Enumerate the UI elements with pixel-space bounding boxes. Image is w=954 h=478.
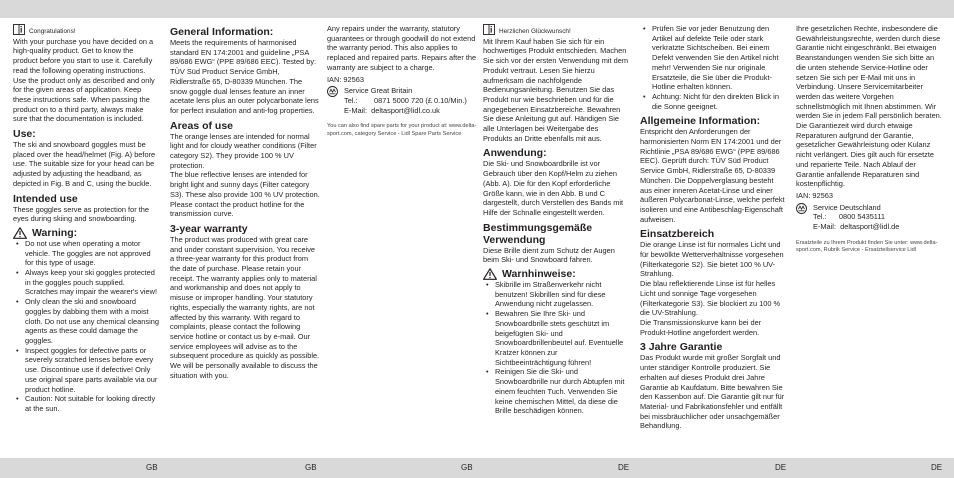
warning-icon xyxy=(483,268,497,280)
contact-icon xyxy=(327,86,338,97)
blue-lens-text: The blue reflective lenses are intended for bright light and sunny days (Filter category S3). These also provide 100 % UV protection. xyxy=(170,170,320,199)
intended-use-text: These goggles serve as protection for the eyes during skiing and snowboarding. xyxy=(13,204,149,224)
list-item: • Bewahren Sie Ihre Ski- und Snowboardbrille stets geschützt im beigefügten Ski- und Snowboardbrillenbeutel auf. Eventuelle Kratzer können zur Sichtbeeinträchtigung führen! xyxy=(495,309,629,367)
service-email[interactable]: E-Mail: deltasport@lidl.co.uk xyxy=(344,105,440,115)
page-label-6: DE xyxy=(931,463,943,472)
list-item: • Do not use when operating a motor vehicle. The goggles are not approved for this type of usage. xyxy=(25,239,159,268)
list-item: • Achtung: Nicht für den direkten Blick in die Sonne geeignet. xyxy=(652,92,786,111)
use-text: The ski and snowboard goggles must be placed over the head/helmet (Fig. A) before use. The suitable size for your head can be adjusted by adjusting the headband, as depicted in Fig. B and C, using the buckle. xyxy=(13,140,156,188)
use-text: Die Ski- und Snowboardbrille ist vor Gebrauch über den Kopf/Helm zu ziehen (Abb. A). Die für den Kopf erforderliche Größe kann, wie in den Abb. B und C dargestellt, durch Verstellen des Bands mit Hilfe der Schnalle eingestellt werden. xyxy=(483,159,624,217)
warranty-heading: 3-year warranty xyxy=(170,222,248,235)
general-info-heading: General Information: xyxy=(170,26,274,38)
orange-lens-text: Die orange Linse ist für normales Licht und für bewölkte Wetterverhältnisse vorgesehen (Filterkategorie S2). Sie bietet 100 % UV-Strahlung. xyxy=(640,240,784,279)
service-name: Service Great Britain xyxy=(344,86,413,96)
column-6 xyxy=(796,24,942,254)
general-info-text: Entspricht den Anforderungen der harmonisierten Norm EN 174:2001 und der Richtlinie „PSA 89/686 EWG“ (PPE 89/686 EEC). Geprüft durch: TÜV Süd Product Service GmbH, Ridlerstraße 65, D-80339 München. Die Doppelverglasung besteht aus einer inneren Acetat-Linse und einer äußeren Polycarbonat-Linse, welche perfekt isolieren und eine Antibeschlag-Eigenschaft aufweisen. xyxy=(640,127,785,224)
column-3 xyxy=(327,24,477,138)
column-5 xyxy=(640,24,786,431)
general-info-text: Meets the requirements of harmonised standard EN 174:2001 and guideline „PSA 89/686 EWG“ (PPE 89/686 EEC). Tested by: TÜV Süd Product Service GmbH, Ridlerstraße 65, D-80339 München. The snow goggle dual lenses feature an inner acetate lens plus an outer polycarbonate lens for perfect insulation and anti-fog properties. xyxy=(170,38,319,115)
list-item: • Skibrille im Straßenverkehr nicht benutzen! Skibrillen sind für diese Anwendung nicht zugelassen. xyxy=(495,280,629,309)
areas-of-use-heading: Einsatzbereich xyxy=(640,228,715,241)
congratulations-line: Congratulations! xyxy=(13,24,159,37)
congratulations-line: Herzlichen Glückwunsch! xyxy=(483,24,629,37)
warranty-text: The product was produced with great care and under constant supervision. You receive a three-year warranty for this product from the date of purchase. Please retain your receipt. The warranty applies only to material and workmanship and does not apply to misuse or improper handling. Your statutory rights, especially the warranty rights, are not affected by this warranty. With regard to complaints, please contact the following service hotline or contact us by e-mail. Our service employees will advise as to the subsequent procedure as quickly as possible. We will be personally available to discuss the situation with you. xyxy=(170,234,320,380)
list-item: • Caution: Not suitable for looking directly at the sun. xyxy=(25,394,159,413)
column-1 xyxy=(13,24,159,414)
blue-lens-text: Die blau reflektierende Linse ist für helles Licht und sonnige Tage vorgesehen (Filterkategorie S3). Sie blockiert zu 100 % die UV-Strahlung. xyxy=(640,279,781,318)
intended-use-text: Diese Brille dient zum Schutz der Augen beim Ski- und Snowboard fahren. xyxy=(483,245,615,265)
intended-use-heading: Bestimmungsgemäße Verwendung xyxy=(483,221,593,246)
orange-lens-text: The orange lenses are intended for normal light and for cloudy weather conditions (Filter category S2). They provide 100 % UV protection. xyxy=(170,131,317,170)
general-info-heading: Allgemeine Information: xyxy=(640,115,761,128)
use-heading: Use: xyxy=(13,128,36,141)
warning-list-continued xyxy=(640,24,786,111)
intro-text: With your purchase you have decided on a high-quality product. Get to know the product before you start to use it. Carefully read the following operating instructions. Use the product only as described and only for the given areas of application. Keep these instructions safe. When passing the product on to a third party, always make sure that the documentation is included. xyxy=(13,36,155,124)
service-phone: Tel.: 0800 5435111 xyxy=(813,212,886,222)
transmission-text: Please contact the product hotline for the transmission curve. xyxy=(170,199,305,219)
page-label-5: DE xyxy=(775,463,787,472)
contact-icon xyxy=(796,203,807,214)
repairs-text: Any repairs under the warranty, statutory guarantees or through goodwill do not extend the warranty period. This also applies to replaced and repaired parts. Repairs after the warranty are subject to a charge. xyxy=(327,24,477,72)
service-phone: Tel.: 0871 5000 720 (£ 0.10/Min.) xyxy=(344,95,467,105)
list-item: • Always keep your ski goggles protected in the goggles pouch supplied. Scratches may impair the wearer's view! xyxy=(25,268,159,297)
service-email[interactable]: E-Mail: deltasport@lidl.de xyxy=(813,222,900,232)
list-item: • Reinigen Sie die Ski- und Snowboardbrille nur durch Abtupfen mit einem feuchten Tuch. Verwenden Sie keine chemischen Mittel, da diese die Brille beschädigen können. xyxy=(495,367,629,416)
warning-list xyxy=(483,280,629,416)
transmission-text: Die Transmissionskurve kann bei der Produkt-Hotline angefordert werden. xyxy=(640,317,762,337)
list-item: • Inspect goggles for defective parts or severely scratched lenses before every use. Discontinue use if defective! Only use original spare parts available via our product hotline. xyxy=(25,346,159,395)
manual-icon xyxy=(13,24,25,35)
list-item: • Prüfen Sie vor jeder Benutzung den Artikel auf defekte Teile oder stark verkratzte Sichtscheiben. Bei einem Defekt verwenden Sie den Artikel nicht mehr! Verwenden Sie nur originale Ersatzteile, die Sie über die Produkt-Hotline erhalten können. xyxy=(652,24,786,92)
page-label-1: GB xyxy=(146,463,158,472)
list-item: • Only clean the ski and snowboard goggles by dabbing them with a moist cloth. Do not use any chemical cleansing agents as these could damage the goggles. xyxy=(25,297,159,346)
intro-text: Mit Ihrem Kauf haben Sie sich für ein hochwertiges Produkt entschieden. Machen Sie sich vor der ersten Verwendung mit dem Produkt vertraut. Lesen Sie hierzu aufmerksam die nachfolgende Bedienungsanleitung. Benutzen Sie das Produkt nur wie beschrieben und für die angegebenen Einsatzbereiche. Bewahren Sie diese Anleitung gut auf. Händigen Sie alle Unterlagen bei Weitergabe des Produkts an Dritte ebenfalls mit aus. xyxy=(483,36,629,143)
spare-parts-note: You can also find spare parts for your product at: www.delta-sport.com, category Service - Lidl Spare Parts Service xyxy=(327,123,477,137)
warning-list xyxy=(13,239,159,414)
ian-number: IAN: 92563 xyxy=(796,190,833,200)
ian-number: IAN: 92563 xyxy=(327,74,364,84)
intended-use-heading: Intended use xyxy=(13,192,78,205)
page-label-3: GB xyxy=(461,463,473,472)
areas-of-use-heading: Areas of use xyxy=(170,119,234,132)
top-band xyxy=(0,0,954,18)
warning-heading: Warning: xyxy=(13,227,159,239)
warning-heading: Warnhinweise: xyxy=(483,268,629,280)
service-name: Service Deutschland xyxy=(813,202,881,212)
warning-icon xyxy=(13,227,27,239)
service-block xyxy=(796,203,942,232)
warranty-text: Das Produkt wurde mit großer Sorgfalt und unter ständiger Kontrolle produziert. Sie erhalten auf dieses Produkt drei Jahre Garantie ab Kaufdatum. Bitte bewahren Sie den Kassenbon auf. Die Garantie gilt nur für Material- und Fabrikationsfehler und entfällt bei missbräuchlicher oder unsachgemäßer Behandlung. xyxy=(640,353,785,431)
rights-text: Ihre gesetzlichen Rechte, insbesondere die Gewährleistungsrechte, werden durch diese Garantie nicht eingeschränkt. Bei etwaigen Beanstandungen wenden Sie sich bitte an die unten stehende Service-Hotline oder setzen Sie sich per E-Mail mit uns in Verbindung. Unsere Servicemitarbeiter werden das weitere Vorgehen schnellstmöglich mit Ihnen abstimmen. Wir werden Sie in jedem Fall persönlich beraten. Die Garantiezeit wird durch etwaige Reparaturen aufgrund der Garantie, gesetzlicher Gewährleistung oder Kulanz nicht verlängert. Dies gilt auch für ersetzte und reparierte Teile. Nach Ablauf der Garantie anfallende Reparaturen sind kostenpflichtig. xyxy=(796,24,942,189)
service-block xyxy=(327,86,477,115)
page-label-2: GB xyxy=(305,463,317,472)
column-4 xyxy=(483,24,629,416)
spare-parts-note: Ersatzteile zu Ihrem Produkt finden Sie unter: www.delta-sport.com, Rubrik Service - Ersatzteilservice Lidl xyxy=(796,239,938,253)
page-label-4: DE xyxy=(618,463,630,472)
column-2 xyxy=(170,24,320,381)
manual-icon xyxy=(483,24,495,35)
use-heading: Anwendung: xyxy=(483,147,547,160)
warranty-heading: 3 Jahre Garantie xyxy=(640,341,723,354)
footer-band xyxy=(0,458,954,478)
